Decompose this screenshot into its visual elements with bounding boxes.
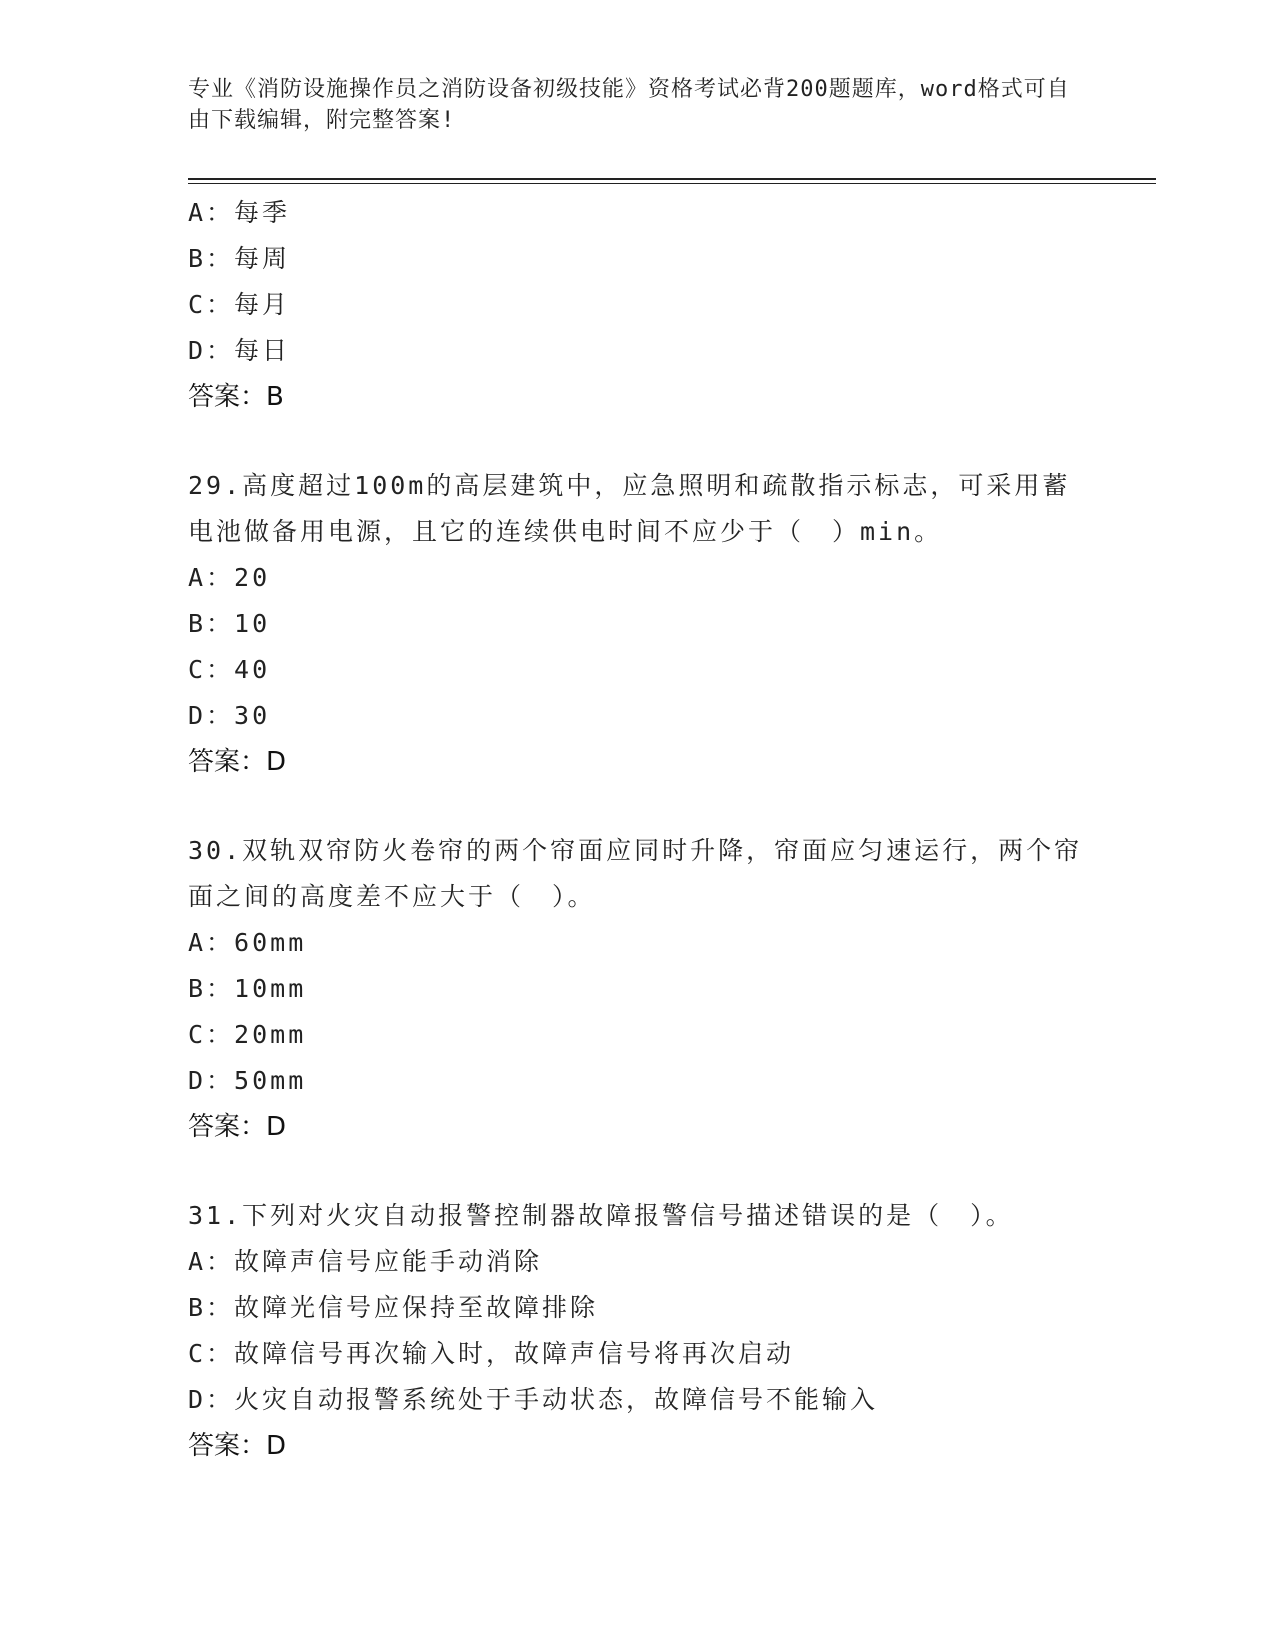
- header-rule-thin: [188, 183, 1156, 184]
- question-29: [188, 463, 1088, 785]
- header-rule: [188, 178, 1156, 180]
- question-stem: 30.双轨双帘防火卷帘的两个帘面应同时升降，帘面应匀速运行，两个帘面之间的高度差不应大于（ ）。: [188, 836, 1083, 911]
- option-a: A：60mm: [188, 928, 307, 957]
- option-c: C：每月: [188, 290, 291, 319]
- option-b: B：10mm: [188, 974, 307, 1003]
- option-a: A：每季: [188, 198, 291, 227]
- option-d: D：火灾自动报警系统处于手动状态，故障信号不能输入: [188, 1385, 879, 1414]
- question-list: [188, 190, 1088, 1469]
- question-30: [188, 828, 1088, 1150]
- option-d: D：50mm: [188, 1066, 307, 1095]
- answer-line: 答案：D: [188, 1431, 287, 1461]
- question-stem: 31.下列对火灾自动报警控制器故障报警信号描述错误的是（ ）。: [188, 1201, 1014, 1230]
- question-31: [188, 1193, 1088, 1469]
- option-b: B：每周: [188, 244, 291, 273]
- question-stem: 29.高度超过100m的高层建筑中，应急照明和疏散指示标志，可采用蓄电池做备用电源，且它的连续供电时间不应少于（ ）min。: [188, 471, 1071, 546]
- answer-line: 答案：B: [188, 382, 284, 412]
- option-a: A：故障声信号应能手动消除: [188, 1247, 543, 1276]
- question-28-tail: [188, 190, 1088, 420]
- option-d: D：每日: [188, 336, 291, 365]
- option-a: A：20: [188, 563, 271, 592]
- answer-line: 答案：D: [188, 747, 287, 777]
- document-header: 专业《消防设施操作员之消防设备初级技能》资格考试必背200题题库，word格式可自由下载编辑，附完整答案!: [188, 77, 1070, 133]
- option-d: D：30: [188, 701, 271, 730]
- option-b: B：故障光信号应保持至故障排除: [188, 1293, 599, 1322]
- answer-line: 答案：D: [188, 1112, 287, 1142]
- option-c: C：故障信号再次输入时，故障声信号将再次启动: [188, 1339, 795, 1368]
- option-c: C：20mm: [188, 1020, 307, 1049]
- option-c: C：40: [188, 655, 271, 684]
- option-b: B：10: [188, 609, 271, 638]
